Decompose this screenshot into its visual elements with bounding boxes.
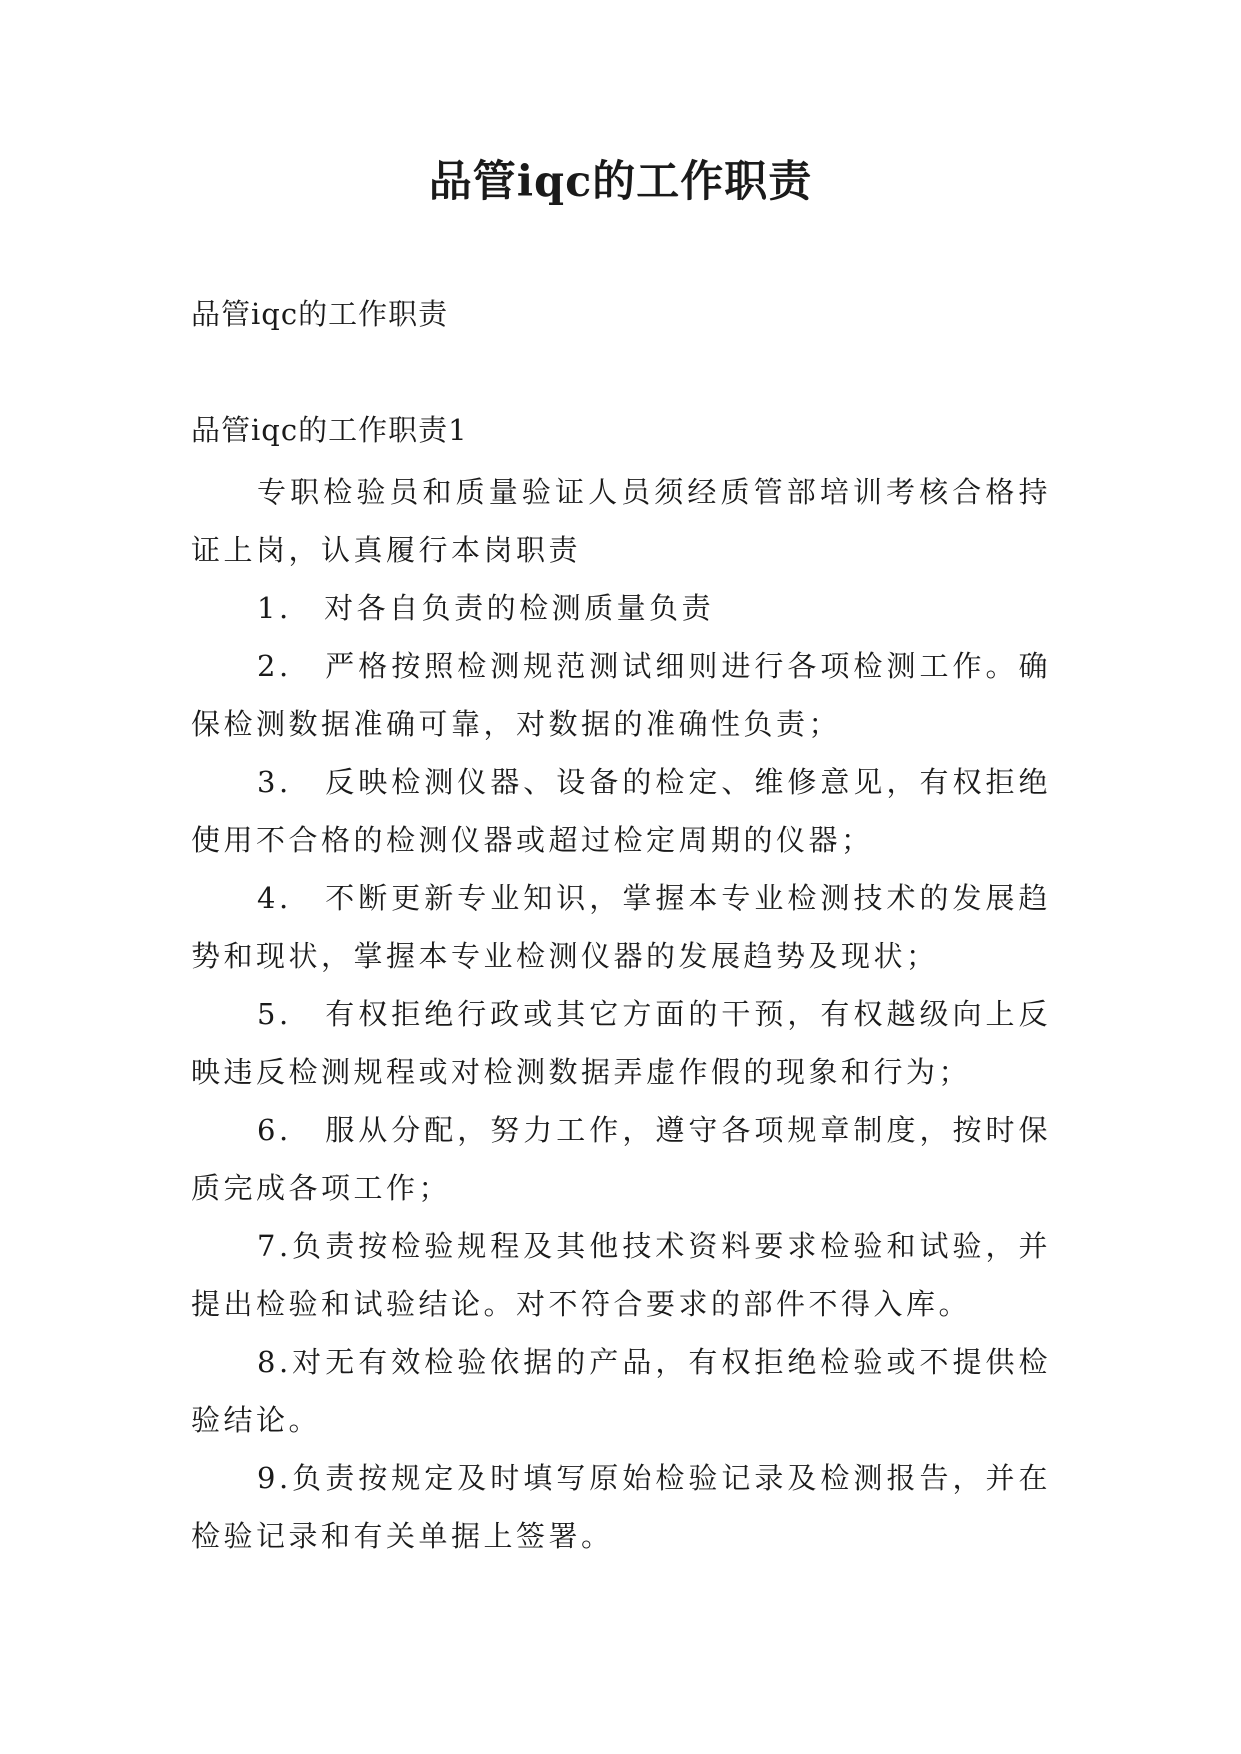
paragraph-item-9: 9.负责按规定及时填写原始检验记录及检测报告，并在检验记录和有关单据上签署。 xyxy=(191,1461,1051,1553)
paragraph-item-1: 1. 对各自负责的检测质量负责 xyxy=(257,591,715,625)
document-title: 品管iqc的工作职责 xyxy=(428,157,813,207)
paragraph-item-7: 7.负责按检验规程及其他技术资料要求检验和试验，并提出检验和试验结论。对不符合要求的部件不得入库。 xyxy=(191,1229,1051,1321)
paragraph-intro: 专职检验员和质量验证人员须经质管部培训考核合格持证上岗，认真履行本岗职责 xyxy=(191,475,1051,567)
document-subtitle: 品管iqc的工作职责 xyxy=(191,297,449,331)
document-body xyxy=(191,463,1051,1565)
paragraph-item-3: 3. 反映检测仪器、设备的检定、维修意见，有权拒绝使用不合格的检测仪器或超过检定周期的仪器； xyxy=(191,765,1051,857)
paragraph-item-5: 5. 有权拒绝行政或其它方面的干预，有权越级向上反映违反检测规程或对检测数据弄虚作假的现象和行为； xyxy=(191,997,1051,1089)
paragraph-item-6: 6. 服从分配，努力工作，遵守各项规章制度，按时保质完成各项工作； xyxy=(191,1113,1051,1205)
paragraph-item-2: 2. 严格按照检测规范测试细则进行各项检测工作。确保检测数据准确可靠，对数据的准确性负责； xyxy=(191,649,1051,741)
paragraph-item-8: 8.对无有效检验依据的产品，有权拒绝检验或不提供检验结论。 xyxy=(191,1345,1051,1437)
section-heading: 品管iqc的工作职责1 xyxy=(191,413,468,447)
paragraph-item-4: 4. 不断更新专业知识，掌握本专业检测技术的发展趋势和现状，掌握本专业检测仪器的发展趋势及现状； xyxy=(191,881,1051,973)
